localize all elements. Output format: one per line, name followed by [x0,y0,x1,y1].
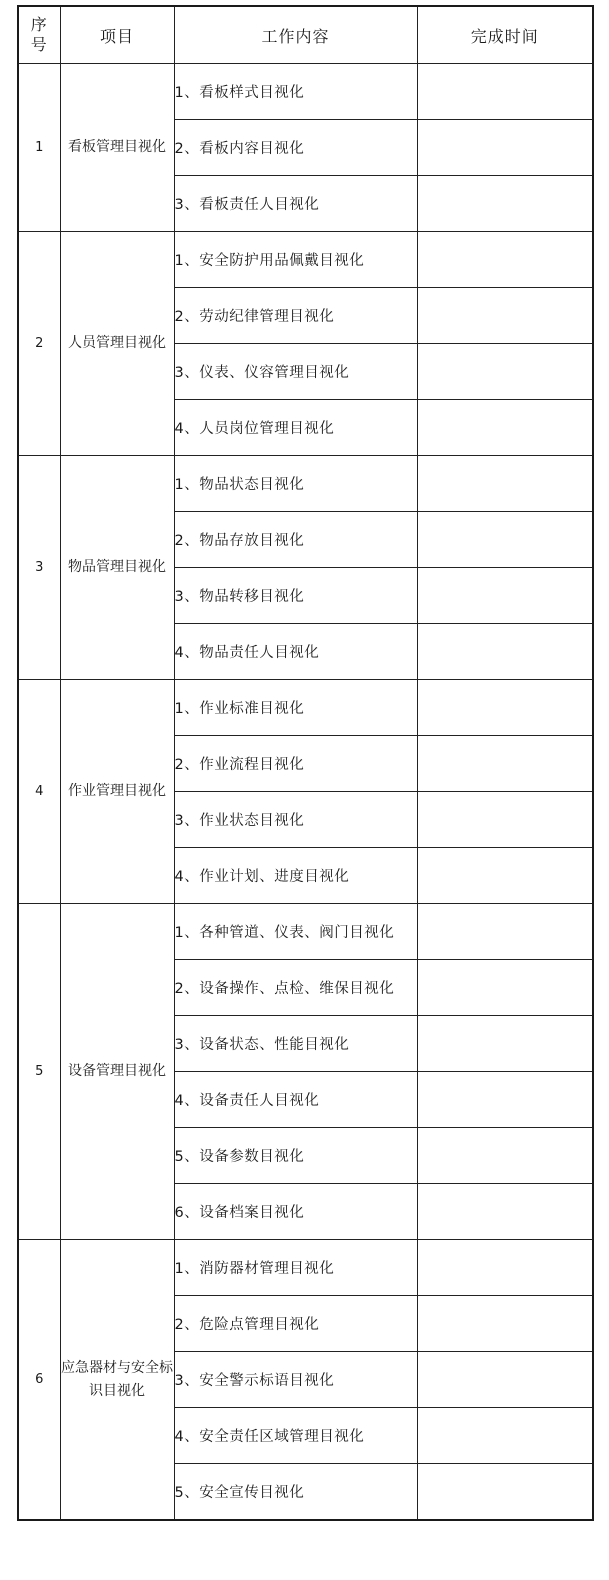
work-content-cell: 4、作业计划、进度目视化 [174,848,417,904]
work-content-cell: 4、设备责任人目视化 [174,1072,417,1128]
completion-time-cell [417,400,593,456]
header-serial-number [18,6,60,64]
work-content-cell: 1、安全防护用品佩戴目视化 [174,232,417,288]
work-content-cell: 3、仪表、仪容管理目视化 [174,344,417,400]
table-body [18,64,593,1521]
work-content-cell: 2、劳动纪律管理目视化 [174,288,417,344]
completion-time-cell [417,624,593,680]
completion-time-cell [417,120,593,176]
completion-time-cell [417,344,593,400]
work-content-cell: 2、设备操作、点检、维保目视化 [174,960,417,1016]
work-content-cell: 6、设备档案目视化 [174,1184,417,1240]
serial-number-cell: 1 [18,64,60,232]
work-content-cell: 1、看板样式目视化 [174,64,417,120]
serial-number-cell: 2 [18,232,60,456]
table-row [18,904,593,960]
work-content-cell: 3、看板责任人目视化 [174,176,417,232]
serial-number-cell: 3 [18,456,60,680]
serial-number-cell: 5 [18,904,60,1240]
completion-time-cell [417,736,593,792]
completion-time-cell [417,1296,593,1352]
work-plan-table-container [17,5,592,1564]
work-content-cell: 3、安全警示标语目视化 [174,1352,417,1408]
table-row [18,232,593,288]
serial-number-cell: 6 [18,1240,60,1521]
header-completion-time: 完成时间 [417,6,593,64]
work-content-cell: 1、消防器材管理目视化 [174,1240,417,1296]
header-work-content: 工作内容 [174,6,417,64]
completion-time-cell [417,176,593,232]
completion-time-cell [417,960,593,1016]
work-plan-table [17,5,594,1521]
completion-time-cell [417,1464,593,1521]
work-content-cell: 5、安全宣传目视化 [174,1464,417,1521]
header-serial-line-2: 号 [30,35,48,54]
completion-time-cell [417,456,593,512]
item-cell: 物品管理目视化 [60,456,174,680]
completion-time-cell [417,904,593,960]
completion-time-cell [417,64,593,120]
completion-time-cell [417,1352,593,1408]
work-content-cell: 4、物品责任人目视化 [174,624,417,680]
table-row [18,456,593,512]
header-serial-line-1: 序 [30,15,48,34]
completion-time-cell [417,568,593,624]
completion-time-cell [417,1072,593,1128]
table-row [18,680,593,736]
completion-time-cell [417,1408,593,1464]
header-item: 项目 [60,6,174,64]
work-content-cell: 2、作业流程目视化 [174,736,417,792]
item-cell: 应急器材与安全标识目视化 [60,1240,174,1521]
work-content-cell: 2、物品存放目视化 [174,512,417,568]
work-content-cell: 1、物品状态目视化 [174,456,417,512]
completion-time-cell [417,1016,593,1072]
work-content-cell: 1、各种管道、仪表、阀门目视化 [174,904,417,960]
item-cell: 看板管理目视化 [60,64,174,232]
completion-time-cell [417,792,593,848]
item-cell: 作业管理目视化 [60,680,174,904]
completion-time-cell [417,848,593,904]
work-content-cell: 4、人员岗位管理目视化 [174,400,417,456]
completion-time-cell [417,1240,593,1296]
work-content-cell: 1、作业标准目视化 [174,680,417,736]
item-cell: 设备管理目视化 [60,904,174,1240]
item-cell: 人员管理目视化 [60,232,174,456]
completion-time-cell [417,232,593,288]
header-row [18,6,593,64]
completion-time-cell [417,1128,593,1184]
completion-time-cell [417,1184,593,1240]
table-row [18,64,593,120]
table-row [18,1240,593,1296]
work-content-cell: 5、设备参数目视化 [174,1128,417,1184]
work-content-cell: 2、看板内容目视化 [174,120,417,176]
serial-number-cell: 4 [18,680,60,904]
work-content-cell: 3、作业状态目视化 [174,792,417,848]
work-content-cell: 3、物品转移目视化 [174,568,417,624]
work-content-cell: 2、危险点管理目视化 [174,1296,417,1352]
work-content-cell: 3、设备状态、性能目视化 [174,1016,417,1072]
completion-time-cell [417,512,593,568]
completion-time-cell [417,288,593,344]
completion-time-cell [417,680,593,736]
work-content-cell: 4、安全责任区域管理目视化 [174,1408,417,1464]
